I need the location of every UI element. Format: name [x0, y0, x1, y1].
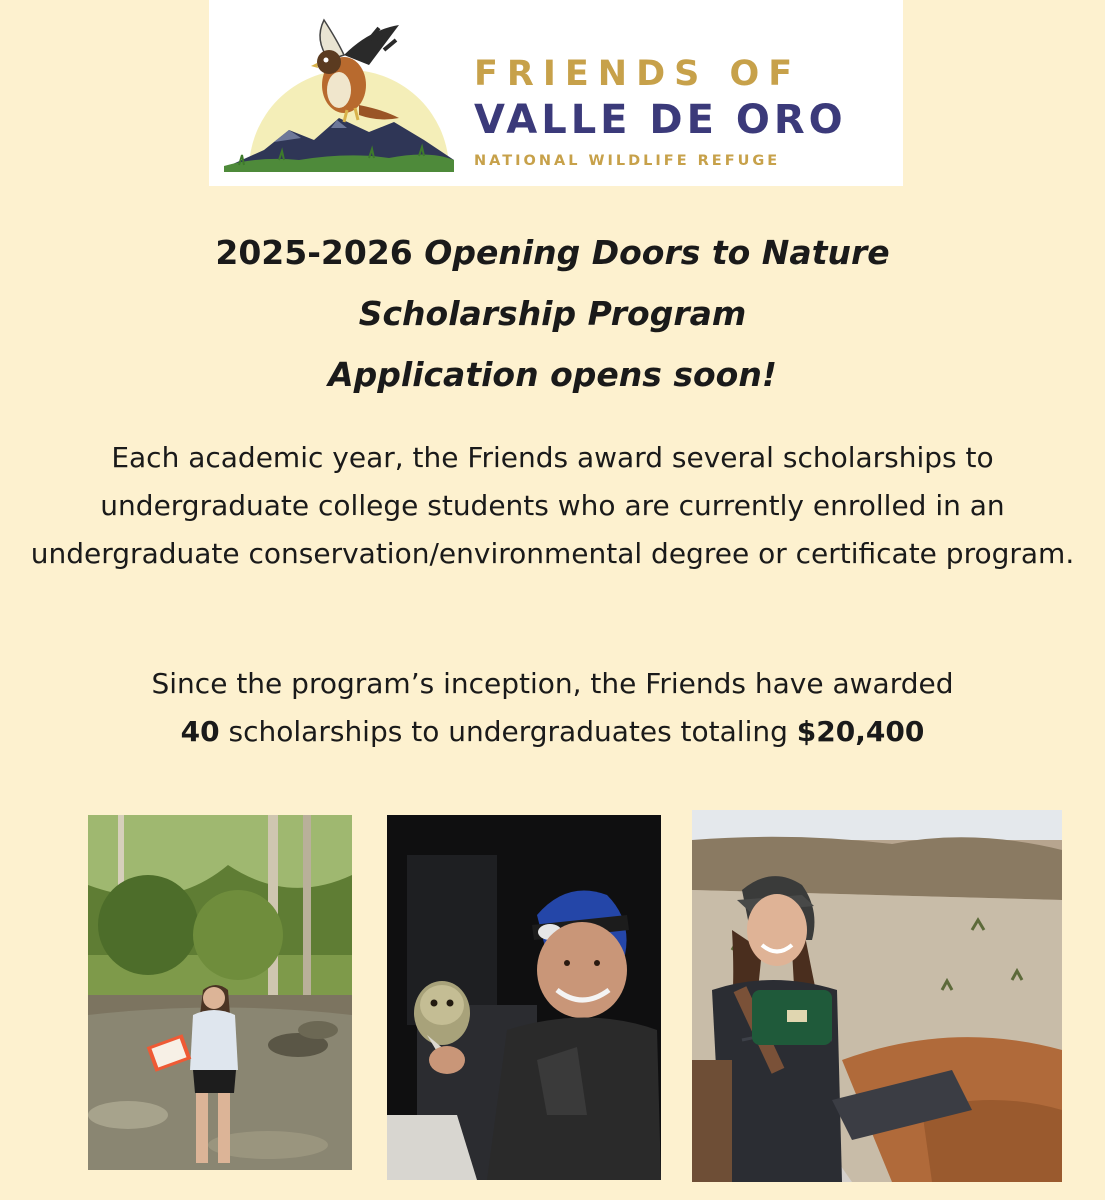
- stats-count: 40: [180, 715, 220, 748]
- logo-text-refuge: NATIONAL WILDLIFE REFUGE: [474, 153, 781, 169]
- hawk-mountain-logo-icon: [219, 0, 459, 180]
- title-status: Application opens soon!: [328, 355, 777, 394]
- title-line-1: [0, 222, 1105, 283]
- stats-middle: scholarships to undergraduates totaling: [219, 715, 797, 748]
- page-title: [0, 222, 1105, 405]
- logo-text-valle-de-oro: VALLE DE ORO: [474, 97, 847, 143]
- stats-intro: Since the program’s inception, the Friends have awarded: [151, 667, 954, 700]
- program-description: Each academic year, the Friends award several scholarships to undergraduate college students who are currently enrolled in an undergraduate conservation/environmental degree or certificate program.: [30, 441, 1075, 570]
- photo-student-owl: [387, 815, 661, 1180]
- stats-total: $20,400: [796, 715, 925, 748]
- title-year: 2025-2026: [215, 233, 413, 272]
- logo-text-friends-of: FRIENDS OF: [474, 54, 802, 94]
- program-stats: [30, 660, 1075, 756]
- title-program-name: Opening Doors to Nature: [424, 233, 890, 272]
- photo-student-desert: [692, 810, 1062, 1182]
- logo-banner: [209, 0, 903, 186]
- title-line-2: Scholarship Program: [358, 294, 747, 333]
- photo-student-creek: [88, 815, 352, 1170]
